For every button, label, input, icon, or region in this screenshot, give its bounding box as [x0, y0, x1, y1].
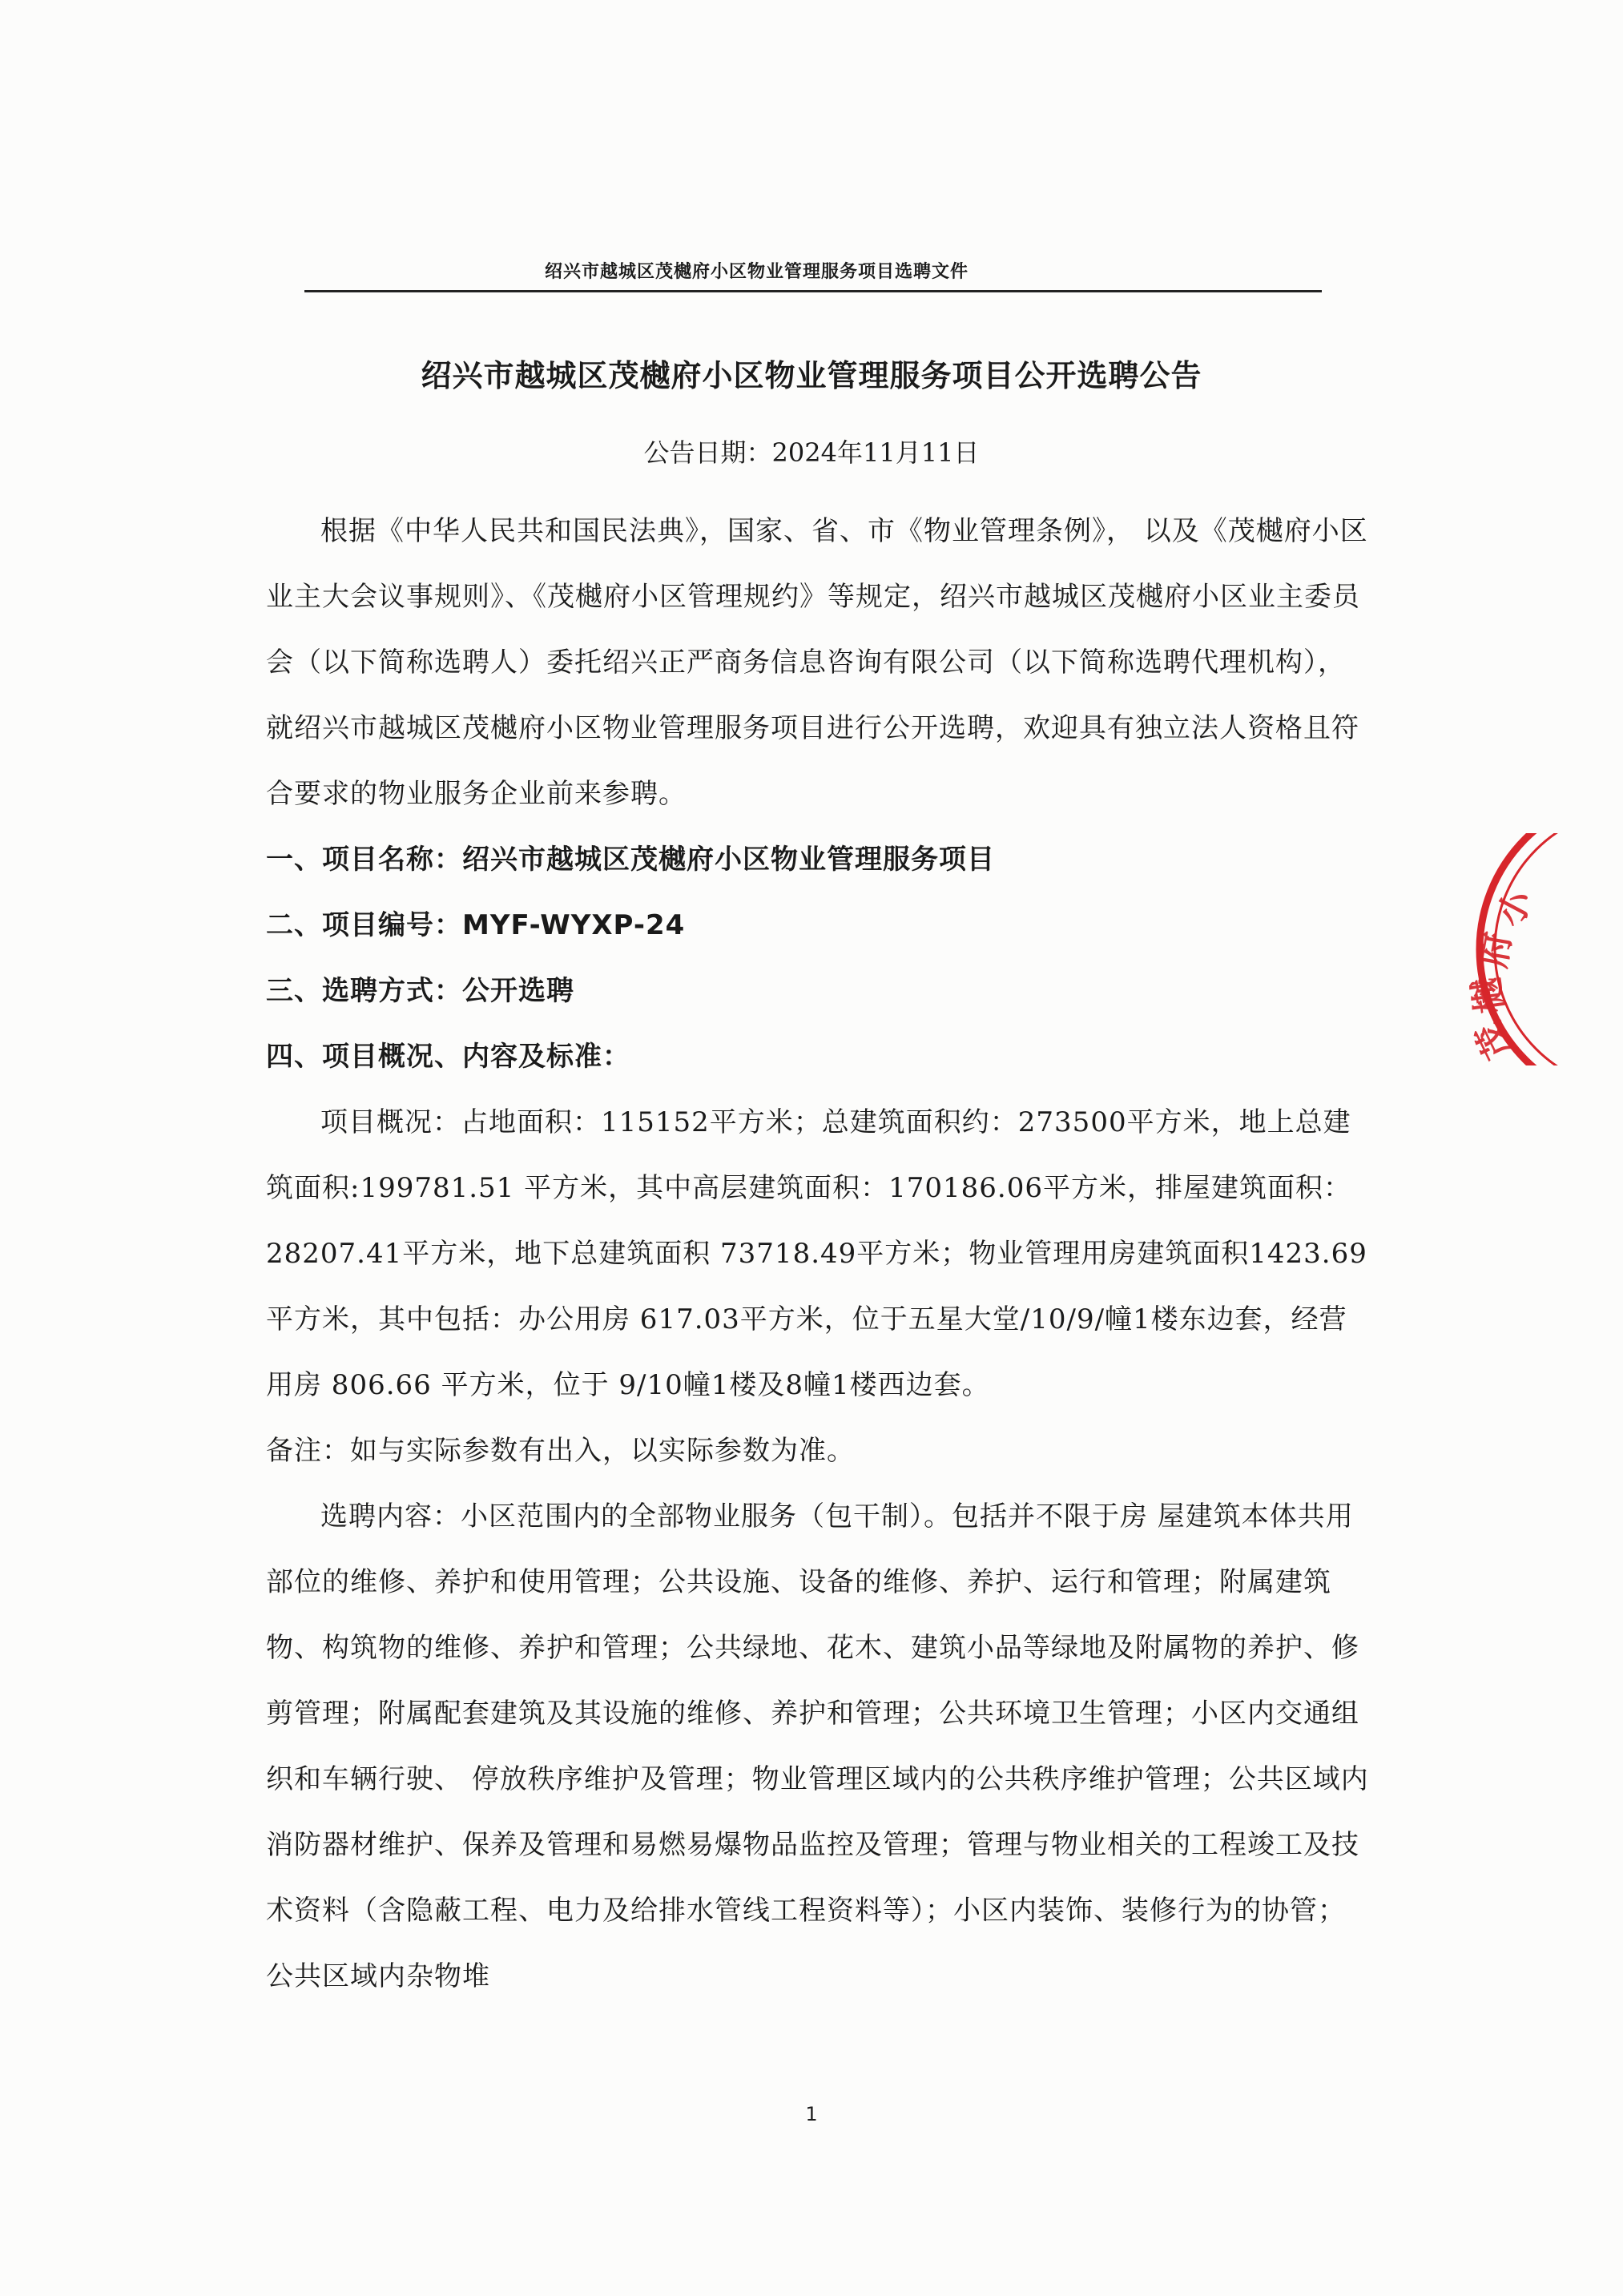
document-body: [266, 498, 1371, 2009]
section-selection-method: 三、选聘方式：公开选聘: [266, 975, 574, 1007]
announcement-date: 公告日期：2024年11月11日: [643, 437, 980, 468]
section-project-number: 二、项目编号：MYF-WYXP-24: [266, 909, 686, 941]
document-title: 绍兴市越城区茂樾府小区物业管理服务项目公开选聘公告: [421, 358, 1202, 393]
running-header: 绍兴市越城区茂樾府小区物业管理服务项目选聘文件: [545, 262, 969, 282]
content-paragraph: 选聘内容：小区范围内的全部物业服务（包干制）。包括并不限于房 屋建筑本体共用部位的维修、养护和使用管理；公共设施、设备的维修、养护、运行和管理；附属建筑物、构筑物的维修、养护和管理；公共绿地、花木、建筑小品等绿地及附属物的养护、修剪管理；附属配套建筑及其设施的维修、养护和管理；公共环境卫生管理；小区内交通组织和车辆行驶、 停放秩序维护及管理；物业管理区域内的公共秩序维护管理；公共区域内 消防器材维护、保养及管理和易燃易爆物品监控及管理；管理与物业相关的工程竣工及技术资料（含隐蔽工程、电力及给排水管线工程资料等）；小区内装饰、装修行为的协管；公共区域内杂物堆: [266, 1500, 1369, 1992]
seal-stamp-icon: [1444, 833, 1623, 1065]
overview-paragraph: 项目概况：占地面积：115152平方米；总建筑面积约：273500平方米，地上总建筑面积:199781.51 平方米，其中高层建筑面积：170186.06平方米，排屋建筑面积：28207.41平方米，地下总建筑面积 73718.49平方米；物业管理用房建筑面积1423.69 平方米，其中包括：办公用房 617.03平方米，位于五星大堂/10/9/幢1楼东边套，经营用房 806.66 平方米，位于 9/10幢1楼及8幢1楼西边套。: [266, 1106, 1367, 1401]
header-rule: [304, 290, 1322, 292]
section-project-overview: 四、项目概况、内容及标准：: [266, 1041, 630, 1073]
page-number: 1: [805, 2103, 818, 2125]
intro-paragraph: 根据《中华人民共和国民法典》，国家、省、市《物业管理条例》， 以及《茂樾府小区业主大会议事规则》、《茂樾府小区管理规约》等规定，绍兴市越城区茂樾府小区业主委员会（以下简称选聘人）委托绍兴正严商务信息咨询有限公司（以下简称选聘代理机构），就绍兴市越城区茂樾府小区物业管理服务项目进行公开选聘，欢迎具有独立法人资格且符合要求的物业服务企业前来参聘。: [266, 515, 1368, 810]
section-project-name: 一、项目名称：绍兴市越城区茂樾府小区物业管理服务项目: [266, 844, 995, 876]
svg-text:茂: 茂: [1468, 1015, 1520, 1065]
note-line: 备注：如与实际参数有出入，以实际参数为准。: [266, 1435, 855, 1467]
svg-text:府: 府: [1472, 928, 1520, 971]
svg-text:樾: 樾: [1466, 974, 1512, 1016]
svg-text:小: 小: [1488, 883, 1542, 934]
